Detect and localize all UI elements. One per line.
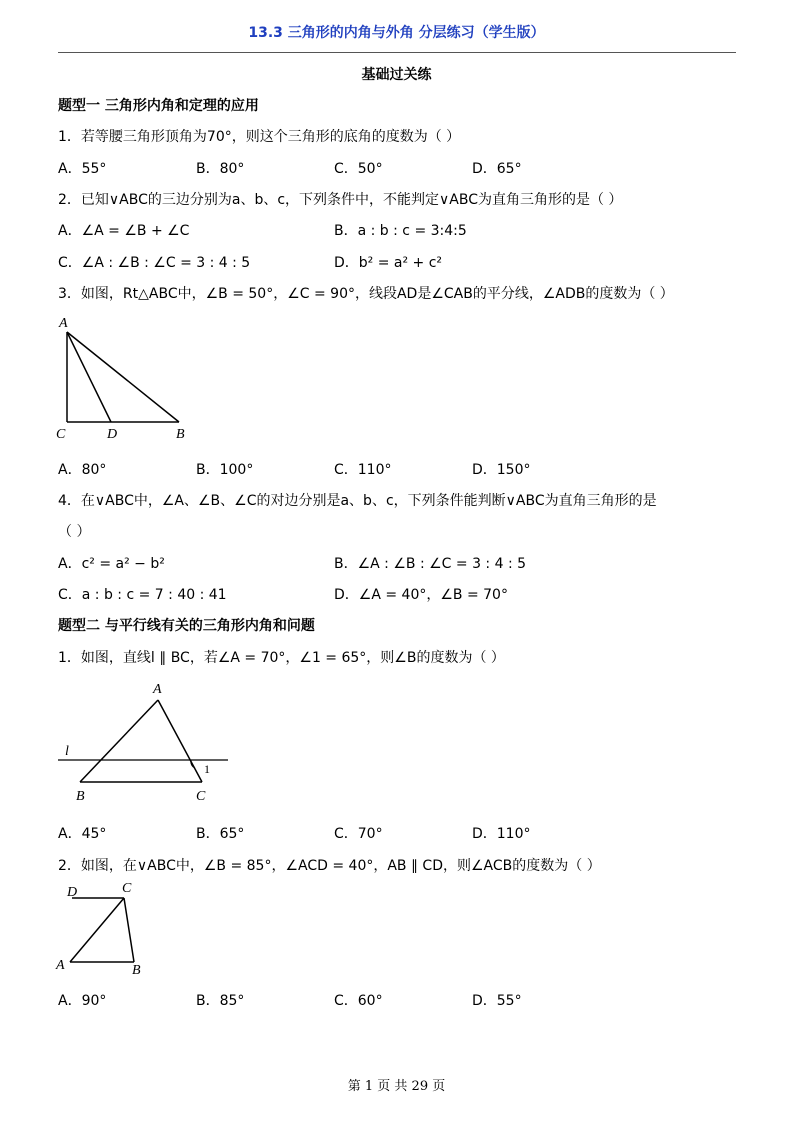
label-d: D <box>67 885 78 900</box>
t1-q4-option-a: A．c² = a² − b² <box>58 556 165 572</box>
t2-q1-option-b: B．65° <box>196 826 245 842</box>
header-divider <box>58 52 736 53</box>
segment-ad <box>67 332 111 422</box>
t1-q4-text: 4．在∨ABC中，∠A、∠B、∠C的对边分别是a、b、c，下列条件能判断∨ABC为直角三角形的是 <box>58 493 657 509</box>
segment-ac <box>70 898 124 962</box>
t2-q1-figure <box>52 676 237 806</box>
t1-q4-text-cont: （ ） <box>58 524 91 540</box>
label-c: C <box>56 427 66 442</box>
label-b: B <box>132 963 141 977</box>
label-c: C <box>122 881 132 896</box>
t1-q3-option-d: D．150° <box>472 462 531 478</box>
t2-q2-option-c: C．60° <box>334 993 383 1009</box>
segment-cb <box>124 898 134 962</box>
t1-q1-option-c: C．50° <box>334 161 383 177</box>
label-a: A <box>59 316 68 331</box>
t2-q1-text: 1．如图，直线l ∥ BC，若∠A = 70°，∠1 = 65°，则∠B的度数为（ ） <box>58 650 505 666</box>
t1-q4-option-d: D．∠A = 40°，∠B = 70° <box>334 587 508 603</box>
segment-ac <box>158 700 202 782</box>
label-1: 1 <box>204 762 210 776</box>
t1-q2-option-a: A．∠A = ∠B + ∠C <box>58 223 190 239</box>
t1-q3-text: 3．如图，Rt△ABC中，∠B = 50°，∠C = 90°，线段AD是∠CAB的平分线，∠ADB的度数为（ ） <box>58 286 674 302</box>
t2-q2-option-d: D．55° <box>472 993 522 1009</box>
type1-heading: 题型一 三角形内角和定理的应用 <box>58 98 259 114</box>
t1-q3-option-b: B．100° <box>196 462 254 478</box>
segment-ab <box>67 332 179 422</box>
label-l: l <box>65 744 69 759</box>
t1-q1-text: 1．若等腰三角形顶角为70°，则这个三角形的底角的度数为（ ） <box>58 129 461 145</box>
label-b: B <box>76 789 85 804</box>
t1-q2-text: 2．已知∨ABC的三边分别为a、b、c，下列条件中，不能判定∨ABC为直角三角形的是（ ） <box>58 192 623 208</box>
label-a: A <box>153 682 162 697</box>
type2-heading: 题型二 与平行线有关的三角形内角和问题 <box>58 618 315 634</box>
t1-q1-option-b: B．80° <box>196 161 245 177</box>
section-title: 基础过关练 <box>361 67 432 83</box>
t1-q4-option-c: C．a : b : c = 7 : 40 : 41 <box>58 587 227 603</box>
t2-q2-text: 2．如图，在∨ABC中，∠B = 85°，∠ACD = 40°，AB ∥ CD，则∠ACB的度数为（ ） <box>58 858 601 874</box>
t1-q2-option-d: D．b² = a² + c² <box>334 255 443 271</box>
t2-q1-option-c: C．70° <box>334 826 383 842</box>
t2-q2-option-a: A．90° <box>58 993 107 1009</box>
label-d: D <box>107 427 118 442</box>
t1-q1-option-d: D．65° <box>472 161 522 177</box>
t2-q2-option-b: B．85° <box>196 993 245 1009</box>
t1-q3-option-c: C．110° <box>334 462 392 478</box>
label-c: C <box>196 789 206 804</box>
t1-q4-option-b: B．∠A : ∠B : ∠C = 3 : 4 : 5 <box>334 556 527 572</box>
label-b: B <box>176 427 185 442</box>
t1-q1-option-a: A．55° <box>58 161 107 177</box>
t1-q2-option-b: B．a : b : c = 3:4:5 <box>334 223 467 239</box>
segment-ab <box>80 700 158 782</box>
page-footer: 第 1 页 共 29 页 <box>347 1079 446 1094</box>
t1-q2-option-c: C．∠A : ∠B : ∠C = 3 : 4 : 5 <box>58 255 251 271</box>
t2-q1-option-a: A．45° <box>58 826 107 842</box>
t2-q2-figure <box>52 877 152 977</box>
t1-q3-option-a: A．80° <box>58 462 107 478</box>
label-a: A <box>56 958 65 973</box>
document-header-title: 13.3 三角形的内角与外角 分层练习（学生版） <box>248 25 545 41</box>
t1-q3-figure <box>52 312 202 442</box>
t2-q1-option-d: D．110° <box>472 826 531 842</box>
